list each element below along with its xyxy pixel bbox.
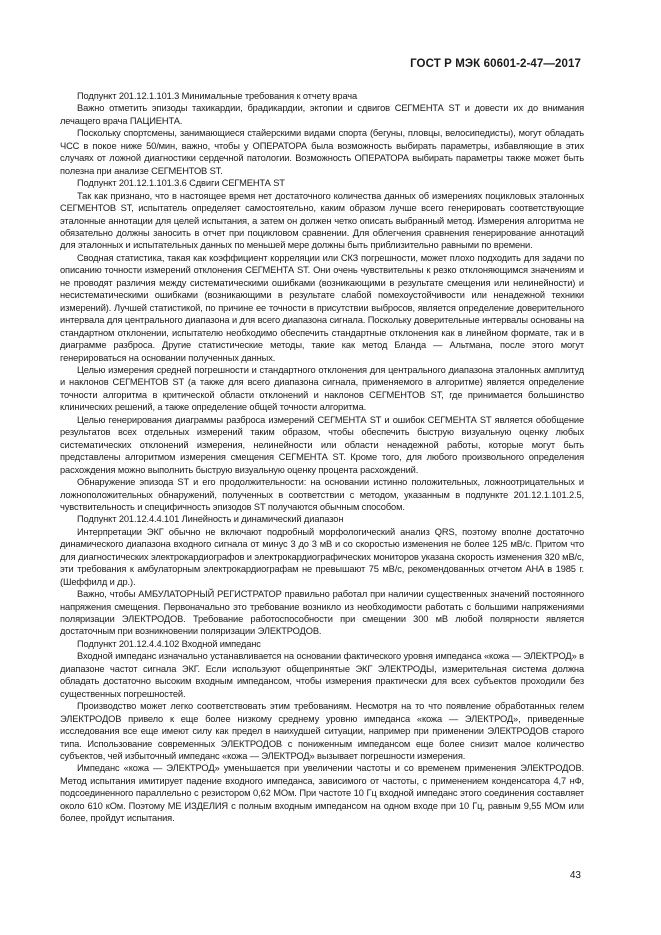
paragraph: Входной импеданс изначально устанавливается на основании фактического уровня импеданса «кожа — ЭЛЕКТРОД» в диапазоне частот сигнала ЭКГ. Если используют общепринятые ЭКГ ЭЛЕКТРОДЫ, измерительная система должна обладать достаточно высоким входным импедансом, чтобы измерения практически для всех субъектов проходили без существенных погрешностей. [60,651,584,699]
paragraph: Важно, чтобы АМБУЛАТОРНЫЙ РЕГИСТРАТОР правильно работал при наличии существенных значений постоянного напряжения смещения. Первоначально это требование возникло из необходимости работать с большими напряжениями поляризации ЭЛЕКТРОДОВ. Требование работоспособности при смещении 300 мВ любой полярности является достаточным при возникновении поляризации ЭЛЕКТРОДОВ. [60,589,584,637]
subclause-heading: Подпункт 201.12.4.4.102 Входной импеданс [77,638,261,649]
paragraph: Обнаружение эпизода ST и его продолжительности: на основании истинно положительных, ложноотрицательных и ложноположительных обнаружений, полученных в соответствии с методом, указанным в подпункте 201.12.1.101.2.5, чувствительность и специфичность эпизодов ST получаются обычным способом. [60,477,584,512]
paragraph: Целью измерения средней погрешности и стандартного отклонения для центрального диапазона эталонных амплитуд и наклонов СЕГМЕНТОВ ST (а также для всего диапазона сигнала, применяемого в алгоритме) является определение точности алгоритма в критической области отклонений и наклонов СЕГМЕНТОВ ST, где принимается большинство клинических решений, а также определение общей точности алгоритма. [60,364,584,413]
document-body [60,90,584,825]
page-number: 43 [569,870,581,881]
paragraph: Важно отметить эпизоды тахикардии, брадикардии, эктопии и сдвигов СЕГМЕНТА ST и довести их до внимания лечащего врача ПАЦИЕНТА. [60,103,584,126]
subclause-heading: Подпункт 201.12.4.4.101 Линейность и динамический диапазон [77,514,344,525]
paragraph: Целью генерирования диаграммы разброса измерений СЕГМЕНТА ST и ошибок СЕГМЕНТА ST является обобщение результатов всех отдельных измерений таким образом, чтобы обеспечить быструю визуальную оценку любых систематических отклонений измерения, нелинейности или области ненадежной работы, которые могут быть представлены алгоритмом измерения смещения СЕГМЕНТА ST. Кроме того, для любого произвольного определения расхождения можно выполнить быструю визуальную оценку процента расхождений. [60,414,584,475]
paragraph: Импеданс «кожа — ЭЛЕКТРОД» уменьшается при увеличении частоты и со временем применения ЭЛЕКТРОДОВ. Метод испытания имитирует падение входного импеданса, зависимого от частоты, с применением конденсатора 4,7 нФ, подсоединенного параллельно с резистором 0,62 МОм. При частоте 10 Гц входной импеданс этого соединения составляет около 610 кОм. Поэтому МЕ ИЗДЕЛИЯ с полным входным импедансом на одном входе при 10 Гц, равным 9,55 МОм или более, пройдут испытания. [60,763,584,824]
paragraph: Производство может легко соответствовать этим требованиям. Несмотря на то что появление обработанных гелем ЭЛЕКТРОДОВ привело к еще более низкому среднему уровню импеданса «кожа — ЭЛЕКТРОД», приведенные исследования все еще имеют силу как предел в наихудшей ситуации, например при применении ЭЛЕКТРОДОВ старого типа. Использование современных ЭЛЕКТРОДОВ с пониженным импедансом еще более снизит малое количество субъектов, чей избыточный импеданс «кожа — ЭЛЕКТРОД» вызывает погрешности измерения. [60,701,584,762]
document-header: ГОСТ Р МЭК 60601-2-47—2017 [410,58,581,70]
subclause-heading: Подпункт 201.12.1.101.3 Минимальные требования к отчету врача [77,91,358,101]
subclause-heading: Подпункт 201.12.1.101.3.6 Сдвиги СЕГМЕНТА ST [77,178,285,189]
paragraph: Так как признано, что в настоящее время нет достаточного количества данных об измерениях поцикловых эталонных СЕГМЕНТОВ ST, испытатель определяет самостоятельно, каким образом лучше всего генерировать соответствующие эталонные аннотации для целей испытания, а затем он должен четко описать выбранный метод. Измерения алгоритма не обязательно должны заносить в отчет при поцикловом сравнении. Для облегчения сравнения генерирование аннотаций для эталонных и испытательных данных по меньшей мере должны быть приблизительно равными по времени. [60,190,584,251]
paragraph: Интерпретации ЭКГ обычно не включают подробный морфологический анализ QRS, поэтому вполне достаточно динамического диапазона входного сигнала от минус 3 до 3 мВ и со скоростью изменения не более 125 мВ/с. Притом что для диагностических электрокардиографов и электрокардиографических мониторов указана скорость изменения 320 мВ/с, эти требования к амбулаторным электрокардиографам не превышают 75 мВ/с, рекомендованных отчетом AHA в 1985 г. (Шеффилд и др.). [60,526,584,587]
paragraph: Поскольку спортсмены, занимающиеся стайерскими видами спорта (бегуны, пловцы, велосипедисты), могут обладать ЧСС в покое ниже 50/мин, важно, чтобы у ОПЕРАТОРА была возможность выбирать параметры, избавляющие в этих случаях от ложной диагностики сердечной патологии. Возможность ОПЕРАТОРА выбирать параметры также может быть полезна при анализе СЕГМЕНТОВ ST. [60,128,584,176]
paragraph: Сводная статистика, такая как коэффициент корреляции или СКЗ погрешности, может плохо подходить для задачи по описанию точности измерений отклонения СЕГМЕНТА ST. Они очень чувствительны к резко отклоняющимся значениям и не проводят различия между систематическими ошибками (возникающими в результате смещения или нелинейности) и несистематическими ошибками (возникающими в результате слабой помехоустойчивости или ненадежной техники измерений). Лучшей статистикой, по причине ее точности в присутствии выбросов, является определение доверительного интервала для центрального диапазона и для всего диапазона сигнала. Поскольку доверительные интервалы основаны на стандартном отклонении, испытателю необходимо обеспечить стандартные отклонения как в линейном формате, так и в диаграмме разброса. Другие статистические методы, такие как метод Бланда — Альтмана, после этого могут генерироваться на основании полученных данных. [60,252,584,363]
